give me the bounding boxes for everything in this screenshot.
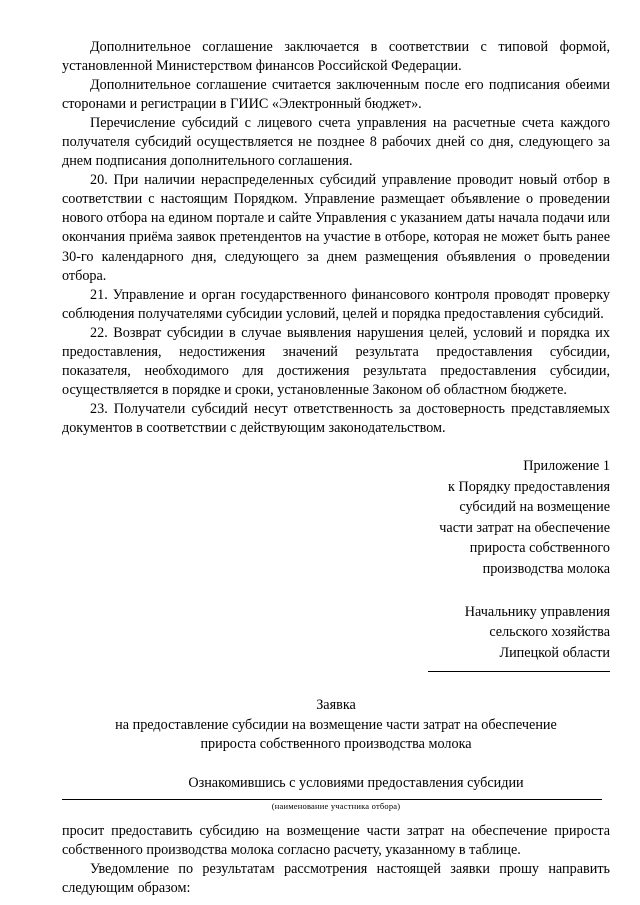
appendix-line: прироста собственного xyxy=(469,540,610,557)
paragraph-21: 21. Управление и орган государственного финансового контроля проводят проверку соблюдения получателями субсидии условий, целей и порядка предоставления субсидий. xyxy=(62,286,610,322)
acknowledgement-text: Ознакомившись с условиями предоставления субсидии xyxy=(188,774,524,791)
participant-name-field-line xyxy=(62,799,602,800)
addressee-line: Липецкой области xyxy=(499,644,610,661)
addressee-line: Начальнику управления xyxy=(464,603,610,620)
paragraph-transfer: Перечисление субсидий с лицевого счета управления на расчетные счета каждого получателя субсидий осуществляется не позднее 8 рабочих дней со дня, следующего за днем подписания дополнительного соглашения. xyxy=(62,115,610,170)
application-heading xyxy=(62,696,610,754)
addressee-line: сельского хозяйства xyxy=(489,624,610,641)
application-subtitle: прироста собственного производства молока xyxy=(200,735,472,752)
paragraph-agreement-concluded: Дополнительное соглашение считается заключенным после его подписания обеими сторонами и регистрации в ГИИС «Электронный бюджет». xyxy=(62,77,610,113)
applicant-signature-line xyxy=(428,671,610,672)
notification-paragraph: Уведомление по результатам рассмотрения настоящей заявки прошу направить следующим образом: xyxy=(62,861,610,897)
application-subtitle: на предоставление субсидии на возмещение части затрат на обеспечение xyxy=(115,716,557,733)
paragraph-22: 22. Возврат субсидии в случае выявления нарушения целей, условий и порядка их предоставления, недостижения значений результата предоставления субсидии, показателя, необходимого для достижения результата предоставления субсидии, осуществляется в порядке и сроки, установленные Законом об областном бюджете. xyxy=(62,324,610,398)
participant-name-caption: (наименование участника отбора) xyxy=(271,800,401,811)
appendix-line: к Порядку предоставления xyxy=(448,478,610,495)
appendix-line: производства молока xyxy=(482,560,610,577)
paragraph-23: 23. Получатели субсидий несут ответственность за достоверность представляемых документов в соответствии с действующим законодательством. xyxy=(62,400,610,436)
appendix-line: субсидий на возмещение xyxy=(459,499,610,516)
application-title: Заявка xyxy=(316,697,356,714)
request-paragraph: просит предоставить субсидию на возмещение части затрат на обеспечение прироста собственного производства молока согласно расчету, указанному в таблице. xyxy=(62,822,610,859)
addressee-block xyxy=(62,602,610,664)
appendix-line: Приложение 1 xyxy=(523,457,610,474)
paragraph-agreement-form: Дополнительное соглашение заключается в соответствии с типовой формой, установленной Министерством финансов Российской Федерации. xyxy=(62,39,610,75)
document-page xyxy=(62,38,610,898)
paragraph-20: 20. При наличии нераспределенных субсидий управление проводит новый отбор в соответствии с настоящим Порядком. Управление размещает объявление о проведении нового отбора на едином портале и сайте Управления с указанием даты начала подачи или окончания приёма заявок претендентов на участие в отборе, которая не может быть ранее 30-го календарного дня, следующего за днем размещения объявления о проведении отбора. xyxy=(62,172,610,284)
appendix-header xyxy=(62,456,610,580)
appendix-line: части затрат на обеспечение xyxy=(439,519,610,536)
